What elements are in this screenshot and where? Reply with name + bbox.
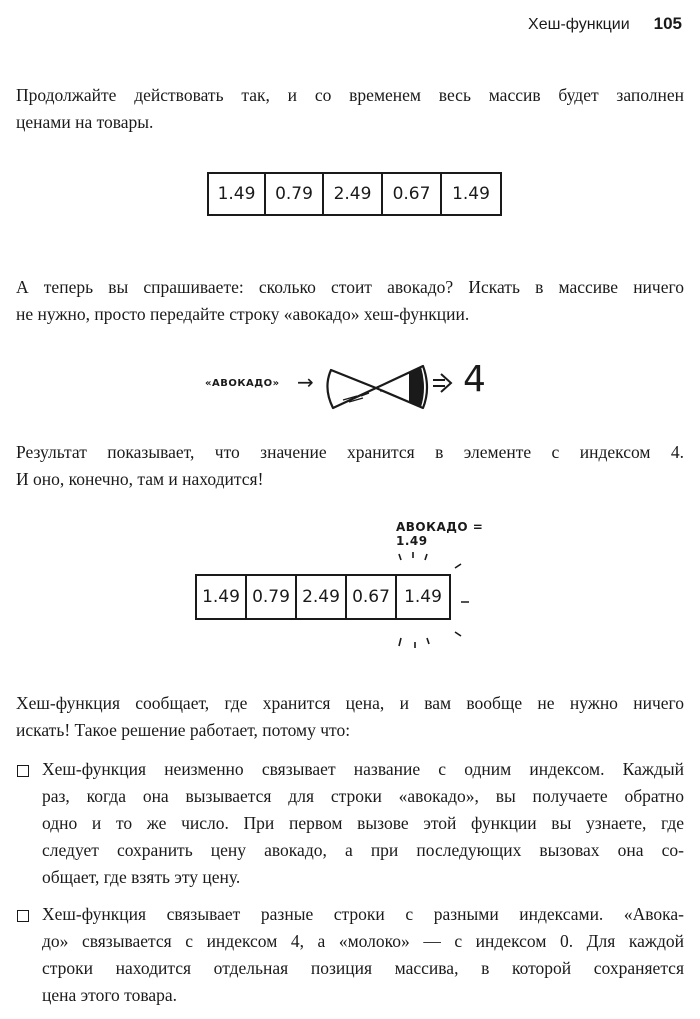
- array-cell: 0.79: [264, 174, 322, 214]
- text-line: не нужно, просто передайте строку «авокадо» хеш-функции.: [16, 304, 470, 324]
- array-cell: 0.67: [381, 174, 440, 214]
- paragraph-4: [16, 690, 684, 744]
- page-number: 105: [653, 14, 682, 33]
- array-cell: 0.79: [245, 576, 295, 618]
- hash-result: 4: [463, 359, 486, 400]
- array-cell: 1.49: [202, 587, 240, 607]
- price-array-figure: [207, 172, 502, 216]
- text-line: цена этого товара.: [42, 985, 178, 1005]
- paragraph-1: [16, 82, 684, 136]
- text-line: Продолжайте действовать так, и со временем весь массив будет заполнен: [16, 85, 684, 105]
- checkbox-bullet-icon: [17, 765, 29, 777]
- text-line: строки находится отдельная позиция массива, в которой сохраняется: [42, 958, 684, 978]
- array-cell-highlighted: 1.49: [395, 576, 449, 618]
- array-cell: 0.67: [345, 576, 395, 618]
- array-cell: 1.49: [217, 184, 256, 204]
- lookup-figure: [195, 516, 495, 656]
- array-cell: 2.49: [322, 174, 381, 214]
- list-item: [16, 901, 684, 1009]
- checkbox-bullet-icon: [17, 910, 29, 922]
- text-line: Хеш-функция связывает разные строки с разными индексами. «Авока-: [42, 904, 684, 924]
- text-line: ценами на товары.: [16, 112, 154, 132]
- text-line: Хеш-функция сообщает, где хранится цена, и вам вообще не нужно ничего: [16, 693, 684, 713]
- text-line: раз, когда она вызывается для строки «авокадо», вы получаете обратно: [42, 786, 684, 806]
- paragraph-3: [16, 439, 684, 493]
- text-line: одно и то же число. При первом вызове этой функции вы узнаете, где: [42, 813, 684, 833]
- text-line: искать! Такое решение работает, потому что:: [16, 720, 351, 740]
- text-line: Хеш-функция неизменно связывает название с одним индексом. Каждый: [42, 759, 684, 779]
- text-line: до» связывается с индексом 4, а «молоко» — с индексом 0. Для каждой: [42, 931, 684, 951]
- running-head: Хеш-функции: [528, 16, 630, 33]
- paragraph-2: [16, 274, 684, 328]
- reasons-list: [16, 756, 684, 1019]
- list-item: [16, 756, 684, 891]
- text-line: общает, где взять эту цену.: [42, 867, 241, 887]
- hash-input-label: «АВОКАДО»: [205, 378, 280, 389]
- double-arrow-icon: [431, 372, 455, 394]
- indexed-array: [195, 574, 451, 620]
- arrow-icon: →: [297, 370, 314, 394]
- text-line: А теперь вы спрашиваете: сколько стоит авокадо? Искать в массиве ничего: [16, 277, 684, 297]
- avocado-price-label: АВОКАДО = 1.49: [396, 520, 484, 548]
- text-line: следует сохранить цену авокадо, а при последующих вызовах она со-: [42, 840, 684, 860]
- text-line: И оно, конечно, там и находится!: [16, 469, 264, 489]
- hash-function-icon: [321, 358, 437, 414]
- array-cell: 1.49: [440, 174, 500, 214]
- hash-function-figure: [205, 354, 505, 418]
- price-array: [207, 172, 502, 216]
- page-header: [528, 14, 682, 34]
- text-line: Результат показывает, что значение хранится в элементе с индексом 4.: [16, 442, 684, 462]
- array-cell: 2.49: [295, 576, 345, 618]
